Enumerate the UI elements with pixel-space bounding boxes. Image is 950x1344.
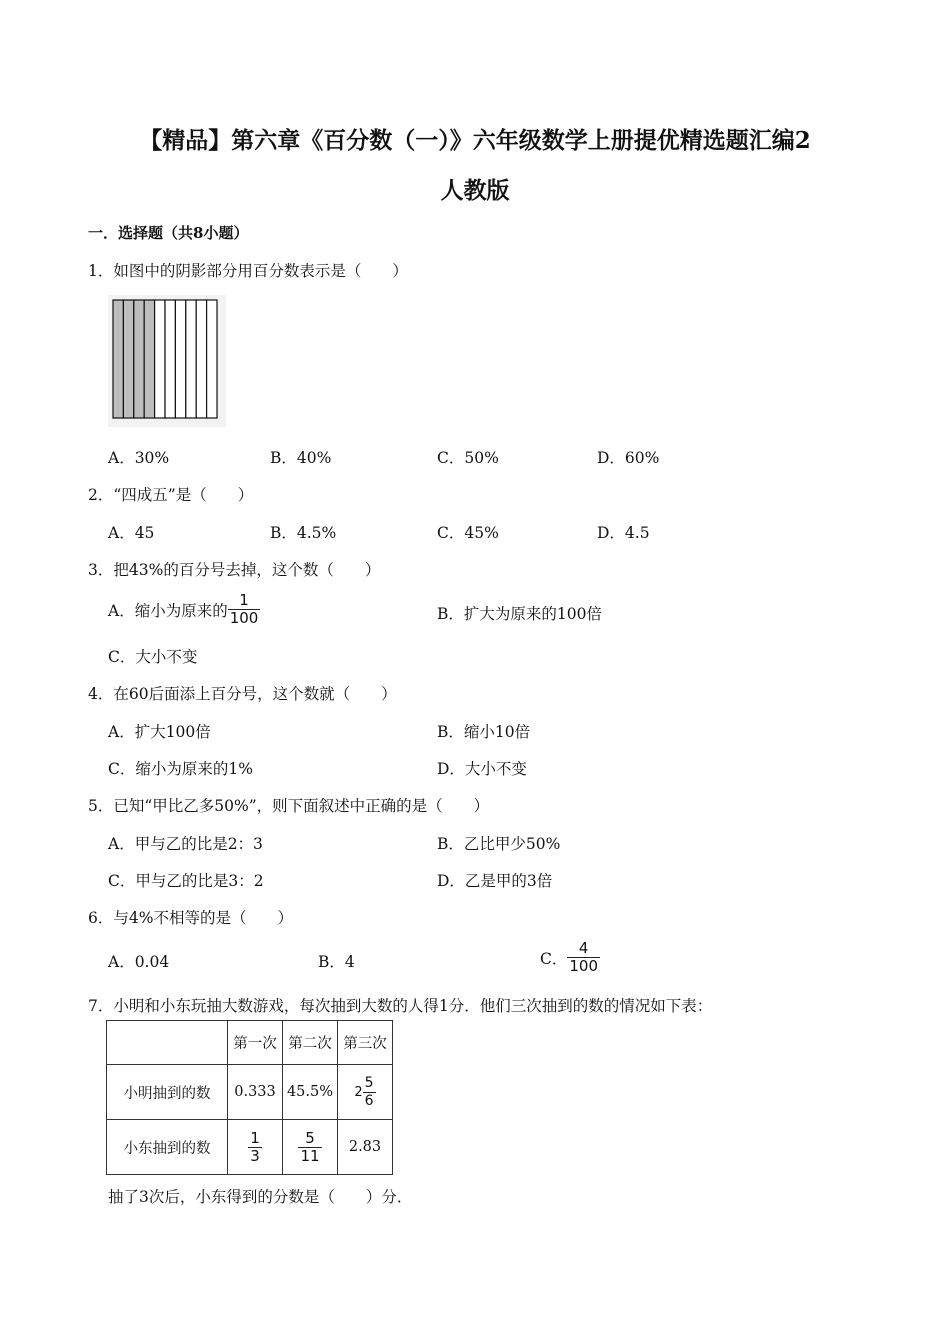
- q3-option-a-text: A．缩小为原来的: [108, 601, 228, 620]
- q5-option-c[interactable]: C．甲与乙的比是3：2: [108, 872, 264, 890]
- q1-option-b[interactable]: B．40%: [270, 449, 332, 467]
- table-header-third: 第三次: [338, 1021, 393, 1065]
- table-row: [107, 1120, 393, 1175]
- q3-option-a[interactable]: [108, 592, 260, 627]
- xiaodong-third: 2.83: [338, 1120, 393, 1175]
- table-header-row: [107, 1021, 393, 1065]
- unshaded-strip: [165, 300, 175, 418]
- q4-option-c[interactable]: C．缩小为原来的1%: [108, 760, 253, 778]
- unshaded-strip: [207, 300, 217, 418]
- row-label-xiaodong: 小东抽到的数: [107, 1120, 228, 1175]
- q1-option-c[interactable]: C．50%: [437, 449, 499, 467]
- question-7-stem: 7．小明和小东玩抽大数游戏，每次抽到大数的人得1分．他们三次抽到的数的情况如下表：: [88, 997, 713, 1015]
- q3-option-c[interactable]: C．大小不变: [108, 648, 198, 666]
- question-4-stem: 4．在60后面添上百分号，这个数就（ ）: [88, 685, 397, 703]
- q5-option-d[interactable]: D．乙是甲的3倍: [437, 872, 553, 890]
- q1-option-a[interactable]: A．30%: [108, 449, 170, 467]
- q6-option-a[interactable]: A．0.04: [108, 953, 170, 971]
- fraction-one-third: $\frac{1}{3}$: [250, 1128, 260, 1165]
- page-subtitle: 人教版: [440, 177, 510, 204]
- unshaded-strip: [186, 300, 196, 418]
- unshaded-strip: [155, 300, 165, 418]
- q3-option-b[interactable]: B．扩大为原来的100倍: [437, 605, 602, 623]
- q6-option-b[interactable]: B．4: [318, 953, 355, 971]
- question-1-stem: 1．如图中的阴影部分用百分数表示是（ ）: [88, 262, 408, 280]
- xiaodong-first: [228, 1120, 283, 1175]
- xiaodong-second: [283, 1120, 338, 1175]
- mixed-number: 2 $\frac{5}{6}$: [354, 1074, 374, 1109]
- unshaded-strip: [196, 300, 206, 418]
- shaded-strip: [134, 300, 144, 418]
- xiaoming-second: 45.5%: [283, 1065, 338, 1120]
- xiaoming-first: 0.333: [228, 1065, 283, 1120]
- table-row: [107, 1065, 393, 1120]
- shaded-strip: [113, 300, 123, 418]
- shaded-strip: [144, 300, 154, 418]
- unshaded-strip: [175, 300, 185, 418]
- q2-option-c[interactable]: C．45%: [437, 524, 499, 542]
- q2-option-b[interactable]: B．4.5%: [270, 524, 337, 542]
- question-2-stem: 2．“四成五”是（ ）: [88, 486, 254, 504]
- fraction-five-elevenths: $\frac{5}{11}$: [300, 1128, 320, 1165]
- question-3-stem: 3．把43%的百分号去掉，这个数（ ）: [88, 561, 381, 579]
- q5-option-a[interactable]: A．甲与乙的比是2：3: [108, 835, 263, 853]
- q5-option-b[interactable]: B．乙比甲少50%: [437, 835, 561, 853]
- row-label-xiaoming: 小明抽到的数: [107, 1065, 228, 1120]
- table-header-second: 第二次: [283, 1021, 338, 1065]
- table-header-empty: [107, 1021, 228, 1065]
- table-header-first: 第一次: [228, 1021, 283, 1065]
- q6-option-c[interactable]: [540, 940, 600, 975]
- q6-option-c-text: C．: [540, 949, 568, 968]
- page-title: 【精品】第六章《百分数（一）》六年级数学上册提优精选题汇编2: [139, 127, 811, 154]
- shaded-strip: [123, 300, 133, 418]
- xiaoming-third: [338, 1065, 393, 1120]
- fraction-four-hundredths: $\frac{4}{100}$: [569, 939, 599, 975]
- question-7-followup: 抽了3次后，小东得到的分数是（ ）分．: [108, 1188, 413, 1206]
- shaded-strips-figure: [108, 295, 226, 427]
- score-table: [106, 1020, 393, 1175]
- figure-strips: [113, 300, 217, 418]
- q1-option-d[interactable]: D．60%: [597, 449, 660, 467]
- question-5-stem: 5．已知“甲比乙多50%”，则下面叙述中正确的是（ ）: [88, 797, 490, 815]
- question-6-stem: 6．与4%不相等的是（ ）: [88, 909, 293, 927]
- section-heading: 一．选择题（共8小题）: [88, 224, 249, 242]
- q2-option-d[interactable]: D．4.5: [597, 524, 650, 542]
- q4-option-a[interactable]: A．扩大100倍: [108, 723, 211, 741]
- q4-option-b[interactable]: B．缩小10倍: [437, 723, 531, 741]
- q4-option-d[interactable]: D．大小不变: [437, 760, 527, 778]
- q2-option-a[interactable]: A．45: [108, 524, 155, 542]
- fraction-one-hundredth: $\frac{1}{100}$: [229, 591, 259, 627]
